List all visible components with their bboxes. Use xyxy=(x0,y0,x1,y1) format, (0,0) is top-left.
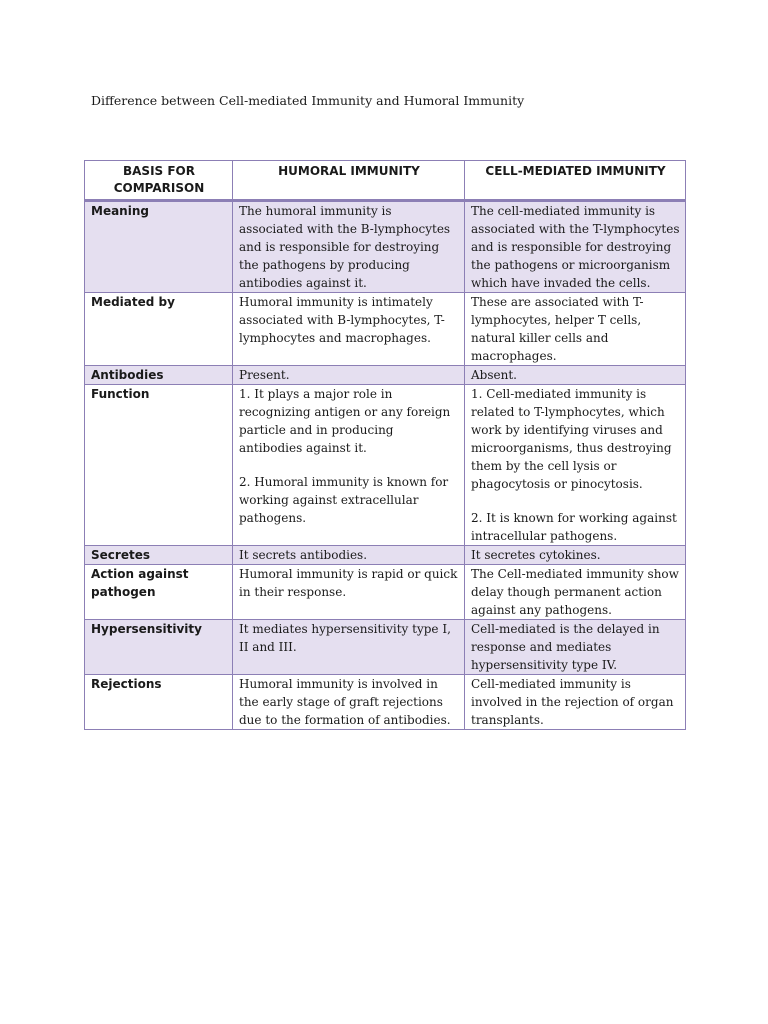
row-humoral xyxy=(233,385,465,546)
row-cell-mediated: The cell-mediated immunity is associated with the T-lymphocytes and is responsible for destroying the pathogens or microorganism which have invaded the cells. xyxy=(465,201,686,293)
row-basis: Action against pathogen xyxy=(85,565,233,620)
table-row xyxy=(85,385,686,546)
row-basis: Meaning xyxy=(85,201,233,293)
table-header-row xyxy=(85,161,686,201)
table-row xyxy=(85,293,686,366)
row-humoral: Humoral immunity is involved in the early stage of graft rejections due to the formation of antibodies. xyxy=(233,675,465,730)
row-humoral: It mediates hypersensitivity type I, II and III. xyxy=(233,620,465,675)
row-cell-mediated: Cell-mediated immunity is involved in the rejection of organ transplants. xyxy=(465,675,686,730)
row-cell-mediated: The Cell-mediated immunity show delay though permanent action against any pathogens. xyxy=(465,565,686,620)
comparison-table xyxy=(84,160,686,730)
header-humoral: HUMORAL IMMUNITY xyxy=(233,161,465,201)
table-row xyxy=(85,366,686,385)
row-humoral: It secrets antibodies. xyxy=(233,546,465,565)
row-humoral: Humoral immunity is rapid or quick in their response. xyxy=(233,565,465,620)
row-basis: Rejections xyxy=(85,675,233,730)
header-basis: BASIS FOR COMPARISON xyxy=(85,161,233,201)
table-row xyxy=(85,565,686,620)
table-row xyxy=(85,201,686,293)
row-basis: Mediated by xyxy=(85,293,233,366)
row-cell-mediated: Absent. xyxy=(465,366,686,385)
table-row xyxy=(85,620,686,675)
row-basis: Function xyxy=(85,385,233,546)
table-row xyxy=(85,675,686,730)
row-basis: Secretes xyxy=(85,546,233,565)
cell-function-point-1: 1. Cell-mediated immunity is related to T-lymphocytes, which work by identifying viruses and microorganisms, thus destroying them by the cell lysis or phagocytosis or pinocytosis. xyxy=(471,387,672,491)
row-humoral: Present. xyxy=(233,366,465,385)
page-title: Difference between Cell-mediated Immunity and Humoral Immunity xyxy=(91,93,525,108)
row-cell-mediated: It secretes cytokines. xyxy=(465,546,686,565)
row-cell-mediated: Cell-mediated is the delayed in response and mediates hypersensitivity type IV. xyxy=(465,620,686,675)
row-cell-mediated xyxy=(465,385,686,546)
table-row xyxy=(85,546,686,565)
row-humoral: The humoral immunity is associated with the B-lymphocytes and is responsible for destroying the pathogens by producing antibodies against it. xyxy=(233,201,465,293)
humoral-function-point-2: 2. Humoral immunity is known for working against extracellular pathogens. xyxy=(239,475,449,525)
header-cell-mediated: CELL-MEDIATED IMMUNITY xyxy=(465,161,686,201)
cell-function-point-2: 2. It is known for working against intracellular pathogens. xyxy=(471,511,677,543)
humoral-function-point-1: 1. It plays a major role in recognizing antigen or any foreign particle and in producing antibodies against it. xyxy=(239,387,451,455)
row-basis: Antibodies xyxy=(85,366,233,385)
row-basis: Hypersensitivity xyxy=(85,620,233,675)
row-humoral: Humoral immunity is intimately associated with B-lymphocytes, T-lymphocytes and macrophages. xyxy=(233,293,465,366)
row-cell-mediated: These are associated with T-lymphocytes, helper T cells, natural killer cells and macrophages. xyxy=(465,293,686,366)
